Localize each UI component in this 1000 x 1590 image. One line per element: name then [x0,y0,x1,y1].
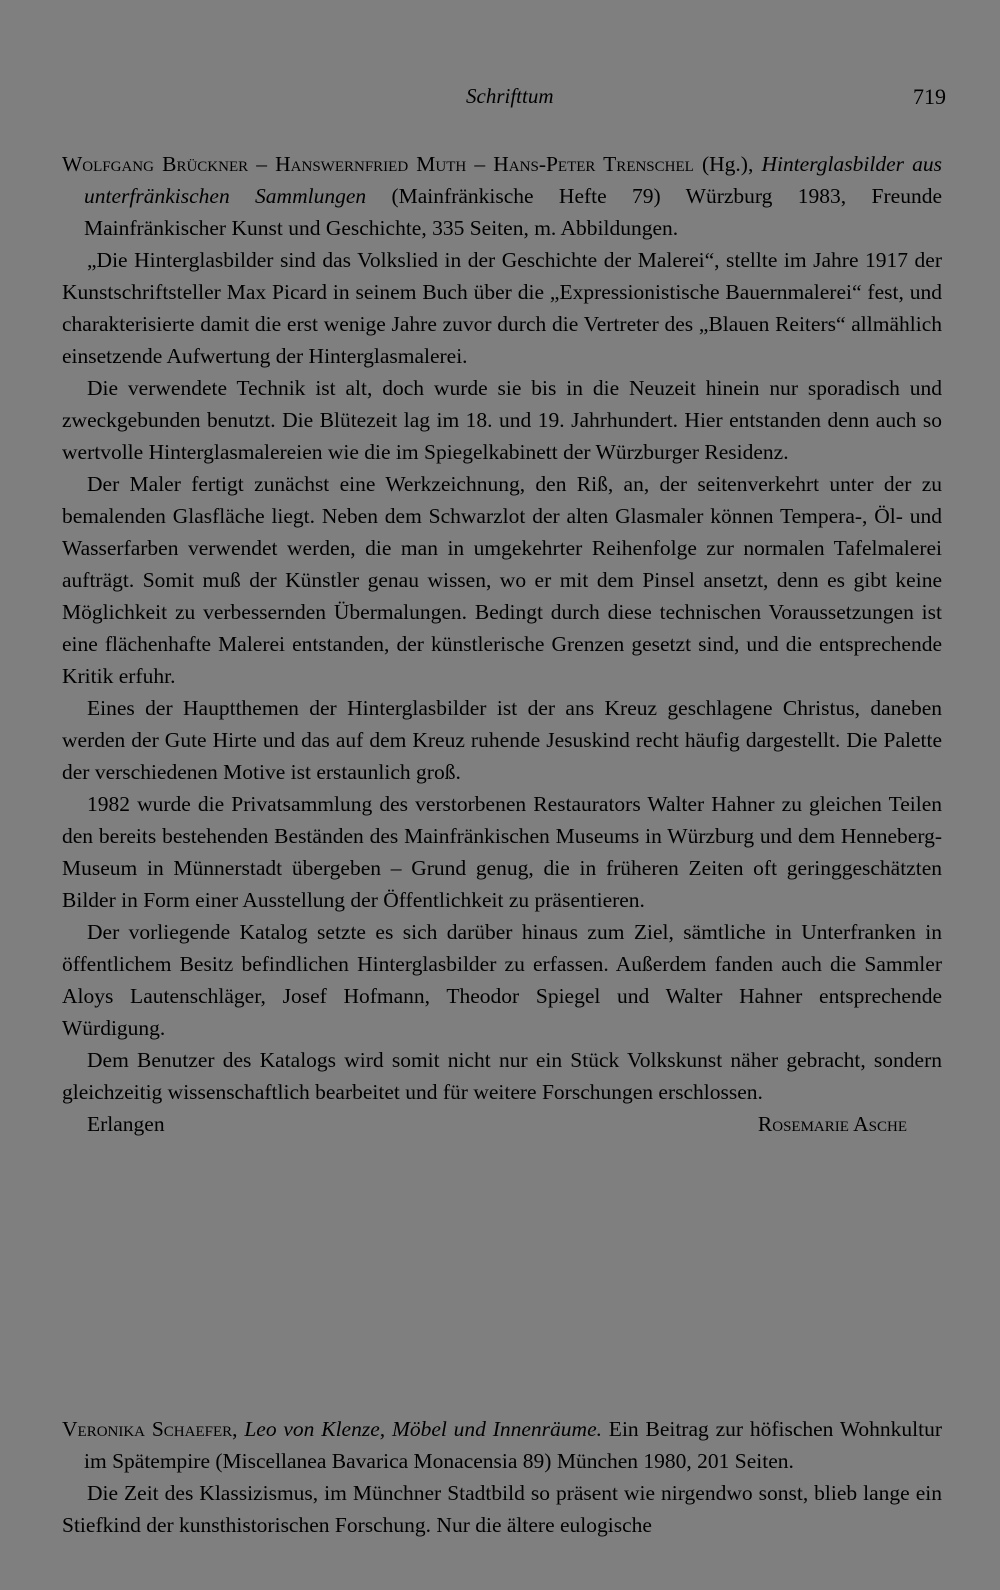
entry-title: Leo von Klenze, Möbel und Innenräume. [244,1417,602,1441]
entry-editor-note: (Hg.), [693,152,762,176]
signature-author: Rosemarie Asche [757,1112,907,1136]
page-number: 719 [913,84,946,109]
running-header [0,84,1000,114]
review-klenze [62,1413,942,1541]
review-hinterglasbilder [62,148,942,1140]
entry-authors: Wolfgang Brückner – Hanswernfried Muth – Hans-Peter Trenschel [62,152,694,176]
review-paragraph: Der Maler fertigt zunächst eine Werkzeichnung, den Riß, an, der seitenverkehrt unter der zu bemalenden Glasfläche liegt. Neben dem Schwarzlot der alten Glasmaler können Tempera-, Öl- und Wasserfarben verwendet werden, die man in umgekehrter Reihenfolge zur normalen Tafelmalerei aufträgt. Somit muß der Künstler genau wissen, wo er mit dem Pinsel ansetzt, denn es gibt keine Möglichkeit zu verbessernden Übermalungen. Bedingt durch diese technischen Voraussetzungen ist eine flächenhafte Malerei entstanden, der künstlerische Grenzen gesetzt sind, und die entsprechende Kritik erfuhr. [62,472,942,688]
entry-title: Hinterglasbilder aus unterfränkischen Sammlungen [84,152,942,208]
review-paragraph: Der vorliegende Katalog setzte es sich darüber hinaus zum Ziel, sämtliche in Unterfranken in öffentlichem Besitz befindlichen Hinterglasbilder zu erfassen. Außerdem fanden auch die Sammler Aloys Lautenschläger, Josef Hofmann, Theodor Spiegel und Walter Hahner entsprechende Würdigung. [62,920,942,1040]
review-signature [62,1108,942,1140]
entry-details: (Mainfränkische Hefte 79) Würzburg 1983, Freunde Mainfränkischer Kunst und Geschichte, 335 Seiten, m. Abbildungen. [84,184,942,240]
entry-details: Ein Beitrag zur höfischen Wohnkultur im Spätempire (Miscellanea Bavarica Monacensia 89) München 1980, 201 Seiten. [84,1417,943,1473]
review-paragraph: Eines der Hauptthemen der Hinterglasbilder ist der ans Kreuz geschlagene Christus, daneben werden der Gute Hirte und das auf dem Kreuz ruhende Jesuskind recht häufig dargestellt. Die Palette der verschiedenen Motive ist erstaunlich groß. [62,696,942,784]
review-paragraph: Die Zeit des Klassizismus, im Münchner Stadtbild so präsent wie nirgendwo sonst, blieb lange ein Stiefkind der kunsthistorischen Forschung. Nur die ältere eulogische [62,1481,942,1537]
review-paragraph: „Die Hinterglasbilder sind das Volkslied in der Geschichte der Malerei“, stellte im Jahre 1917 der Kunstschriftsteller Max Picard in seinem Buch über die „Expressionistische Bauernmalerei“ fest, und charakterisierte damit die erst wenige Jahre zuvor durch die Vertreter des „Blauen Reiters“ allmählich einsetzende Aufwertung der Hinterglasmalerei. [62,248,942,368]
review-paragraph: 1982 wurde die Privatsammlung des verstorbenen Restaurators Walter Hahner zu gleichen Teilen den bereits bestehenden Beständen des Mainfränkischen Museums in Würzburg und dem Henneberg-Museum in Münnerstadt übergeben – Grund genug, die in früheren Zeiten oft geringgeschätzten Bilder in Form einer Ausstellung der Öffentlichkeit zu präsentieren. [62,792,942,912]
bibliographic-entry [62,1413,942,1477]
review-paragraph: Dem Benutzer des Katalogs wird somit nicht nur ein Stück Volkskunst näher gebracht, sondern gleichzeitig wissenschaftlich bearbeitet und für weitere Forschungen erschlossen. [62,1048,942,1104]
bibliographic-entry [62,148,942,244]
entry-author: Veronika Schaefer [62,1417,233,1441]
running-title: Schrifttum [466,84,554,108]
signature-place: Erlangen [87,1112,165,1136]
review-paragraph: Die verwendete Technik ist alt, doch wurde sie bis in die Neuzeit hinein nur sporadisch und zweckgebunden benutzt. Die Blütezeit lag im 18. und 19. Jahrhundert. Hier entstanden denn auch so wertvolle Hinterglasmalereien wie die im Spiegelkabinett der Würzburger Residenz. [62,376,942,464]
entry-separator: , [232,1417,245,1441]
